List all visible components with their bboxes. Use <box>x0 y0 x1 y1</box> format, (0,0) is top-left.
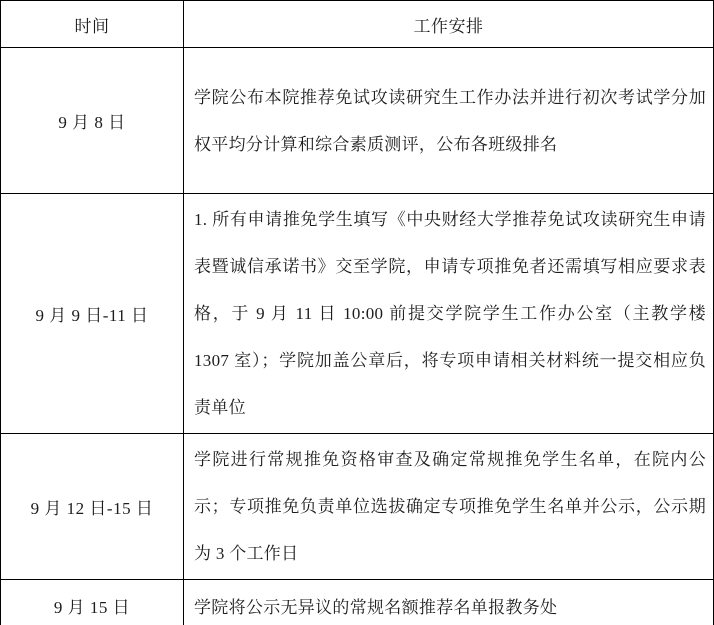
table-row <box>1 580 714 625</box>
header-time: 时间 <box>1 1 184 48</box>
task-cell: 学院将公示无异议的常规名额推荐名单报教务处 <box>184 580 714 625</box>
task-cell: 学院公布本院推荐免试攻读研究生工作办法并进行初次考试学分加权平均分计算和综合素质测评，公布各班级排名 <box>184 48 714 194</box>
header-task: 工作安排 <box>184 1 714 48</box>
time-cell: 9 月 8 日 <box>1 48 184 194</box>
table-row <box>1 434 714 580</box>
table-row <box>1 194 714 434</box>
table-row <box>1 48 714 194</box>
task-cell: 1. 所有申请推免学生填写《中央财经大学推荐免试攻读研究生申请表暨诚信承诺书》交至学院，申请专项推免者还需填写相应要求表格，于 9 月 11 日 10:00 前提交学院学生工作办公室（主教学楼 1307 室）；学院加盖公章后，将专项申请相关材料统一提交相应负责单位 <box>184 194 714 434</box>
task-cell: 学院进行常规推免资格审查及确定常规推免学生名单，在院内公示；专项推免负责单位选拔确定专项推免学生名单并公示，公示期为 3 个工作日 <box>184 434 714 580</box>
time-cell: 9 月 12 日-15 日 <box>1 434 184 580</box>
header-row <box>1 1 714 48</box>
time-cell: 9 月 9 日-11 日 <box>1 194 184 434</box>
time-cell: 9 月 15 日 <box>1 580 184 625</box>
